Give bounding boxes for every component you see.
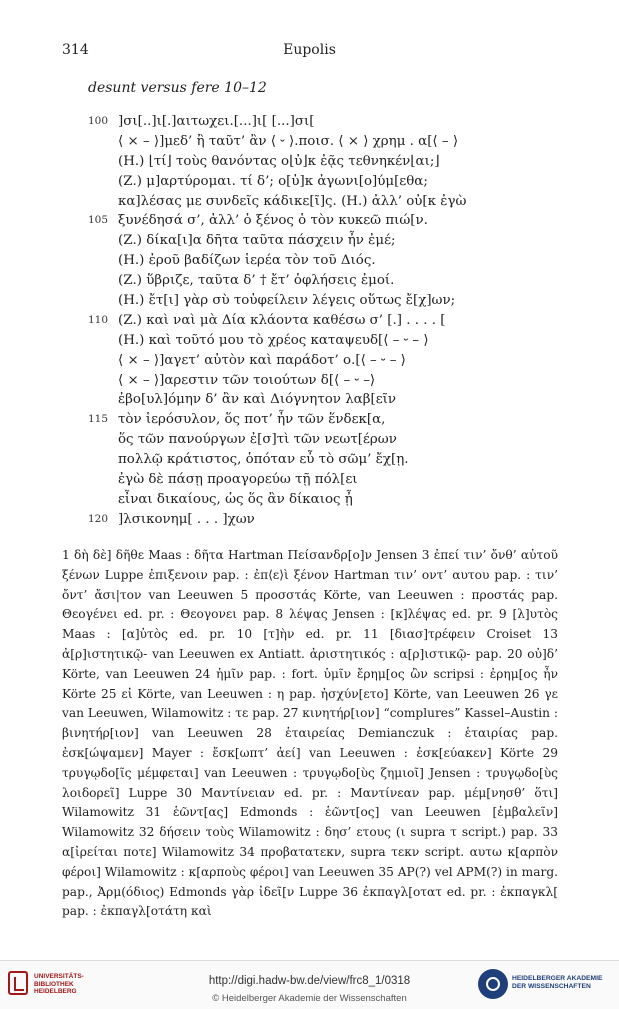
verse-text-line: ξυνέδησά σ’, ἀλλ’ ὁ ξένος ὁ τὸν κυκεῶ πιώ[ν.	[118, 213, 428, 229]
verse-line	[62, 410, 562, 430]
verse-text-line: ⟨ × – ⟩]αρεστιν τῶν τοιούτων δ[⟨ – ⏑ –⟩	[118, 372, 376, 388]
verse-line	[62, 152, 562, 172]
verse-line	[62, 291, 562, 311]
desunt-note: desunt versus fere 10–12	[88, 80, 267, 96]
verse-text-line: ὅς τῶν πανούργων ἐ[σ]τὶ τῶν νεωτ[έρων	[118, 432, 397, 448]
verse-text	[62, 112, 562, 530]
line-number: 110	[88, 313, 109, 326]
verse-text-line: πολλῷ κράτιστος, ὁπόταν εὖ τὸ σῶμ’ ἔχ[ῃ.	[118, 452, 409, 468]
verse-line	[62, 351, 562, 371]
academy-logo-text: HEIDELBERGER AKADEMIE DER WISSENSCHAFTEN	[512, 975, 603, 991]
verse-line	[62, 231, 562, 251]
verse-text-line: ]σι[..]ι[.]αιτωχει.[...]ι[ [...]σι[	[118, 114, 315, 129]
verse-text-line: ⟨ × – ⟩]αγετ’ αὐτὸν καὶ παράδοτ’ ο.[⟨ – ⏑ – ⟩	[118, 352, 406, 368]
verse-text-line: (Η.) καὶ τοῦτό μου τὸ χρέος καταψευδ[⟨ – ⏑ – ⟩	[118, 332, 429, 348]
verse-line	[62, 390, 562, 410]
verse-text-line: (Ζ.) ὕβριζε, ταῦτα δ’ † ἔτ’ ὀφλήσεις ἐμοί.	[118, 273, 395, 289]
verse-text-line: ]λσικονημ[ . . . ]χων	[118, 511, 255, 527]
verse-text-line: (Ζ.) μ]αρτύρομαι. τί δ’; ο[ὐ]κ ἀγωνι[ο]ύμ[εθα;	[118, 173, 428, 189]
verse-line	[62, 490, 562, 510]
verse-line	[62, 510, 562, 530]
verse-text-line: ἐβο[υλ]όμην δ’ ἂν καὶ Διόγνητον λαβ[εῖν	[118, 392, 397, 408]
verse-line	[62, 470, 562, 490]
line-number: 100	[88, 115, 109, 127]
permalink[interactable]: http://digi.hadw-bw.de/view/frc8_1/0318	[208, 975, 411, 987]
verse-line	[62, 132, 562, 152]
viewer-footer	[0, 960, 619, 1009]
verse-text-line: ἐγὼ δὲ πάσῃ προαγορεύω τῇ πόλ[ει	[118, 472, 358, 488]
verse-line	[62, 371, 562, 391]
verse-text-line: ⟨ × – ⟩]μεδ’ ἢ ταῦτ’ ἂν ⟨ ⏑ ⟩.ποισ. ⟨ × ⟩ χρημ . α[⟨ – ⟩	[118, 133, 459, 149]
verse-line	[62, 192, 562, 212]
verse-line	[62, 331, 562, 351]
verse-text-line: εἶναι δικαίους, ὡς ὅς ἂν δίκαιος ᾖ	[118, 491, 353, 507]
verse-line	[62, 311, 562, 331]
verse-line	[62, 450, 562, 470]
line-number: 120	[88, 512, 109, 525]
verse-text-line: (Η.) ⌊τί⌋ τοὺς θανόντας ο⌊ὐ⌋κ ἐᾷς τεθνηκέν⌊αι;⌋	[118, 153, 440, 169]
verse-text-line: (Ζ.) δίκα[ι]α δῆτα ταῦτα πάσχειν ἦν ἐμέ;	[118, 233, 396, 249]
university-library-logo-text: UNIVERSITÄTS- BIBLIOTHEK HEIDELBERG	[34, 973, 84, 996]
verse-text-line: τὸν ἱερόσυλον, ὅς ποτ’ ἦν τῶν ἕνδεκ[α,	[118, 412, 386, 428]
verse-line	[62, 172, 562, 192]
verse-line	[62, 112, 562, 132]
critical-apparatus: 1 δὴ δὲ] δῆθε Maas : δῆτα Hartman Πείσανδρ[ο]ν Jensen 3 ἐπεί τιν’ ὄνθ’ αὐτοῦ ξένων Luppe ἐπιξενοιν pap. : ἐπ⟨ε⟩ὶ ξένον Hartman τιν’ οντ’ αυτου pap. : τιν’ ὄντ’ ἄσι|τον van Leeuwen 5 προσστάς Körte, van Leeuwen : προστάς pap. Θεογένει ed. pr. : Θεογονει pap. 8 λέψας Jensen : [κ]λέψας ed. pr. 9 [λ]υτὸς Maas : [α]ὐτὸς ed. pr. 10 [τ]ὴν ed. pr. 11 [διασ]τρέφειν Croiset 13 ἀ[ρ]ιστητικῷ- van Leeuwen ex Antiatt. ἀριστητικός : α[ρ]ιστικῷ- pap. 20 οὐ]δ’ Körte, van Leeuwen 24 ἡμῖν pap. : fort. ὑμῖν ἔρημ[ος ὢν scripsi : ἐρημ[ος ἦν Körte 25 εἰ Körte, van Leeuwen : η pap. ἠσχύν[ετο] Körte, van Leeuwen 26 γε van Leeuwen, Wilamowitz : τε pap. 27 κινητήρ[ιον] “complures” Kassel–Austin : βινητήρ[ιον] van Leeuwen 28 ἑταιρείας Demianczuk : ἑταιρίας pap. ἐσκ[ώψαμεν] Mayer : ἔσκ[ωπτ’ ἀεί] van Leeuwen : ἐσκ[εύακεν] Körte 29 τρυγῳδο[ῖς μέμφεται] van Leeuwen : τρυγῳδο[ὺς ζημιοῖ] Jensen : τρυγῳδο[ὺς λοιδορεῖ] Luppe 30 Μαντίνειαν ed. pr. : Μαντίνεαν pap. μέμ[νησθ’ ὅτι] Wilamowitz 31 ἑῶντ[ας] Edmonds : ἑῶντ[ος] van Leeuwen [ἐμβαλεῖν] Wilamowitz 32 δήσειν τοὺς Wilamowitz : δησ’ ετους (ι supra τ script.) pap. 33 α[ἰρείται ποτε] Wilamowitz 34 προβατατεκν, supra τεκν script. αυτω κ[αρπὸν φέροι] Wilamowitz : κ[αρποὺς φέροι] van Leeuwen 35 AP(?) vel APM(?) in marg. pap., Ἀρμ(όδιος) Edmonds γὰρ ἰδεῖ[ν Luppe 36 ἐκπαγλ[οτατ ed. pr. : ἐκπαγκλ[ pap. : ἐκπαγλ[οτάτη καὶ	[62, 548, 558, 919]
verse-line	[62, 251, 562, 271]
verse-text-line: (Η.) ἐροῦ βαδίζων ἱερέα τὸν τοῦ Διός.	[118, 253, 376, 269]
running-head: Eupolis	[283, 42, 336, 58]
page-number: 314	[62, 42, 89, 58]
verse-line	[62, 271, 562, 291]
academy-logo-icon	[478, 969, 508, 999]
verse-line	[62, 430, 562, 450]
verse-text-line: (Η.) ἔτ[ι] γὰρ σὺ τοὐφείλειν λέγεις οὕτως ἔ[χ]ων;	[118, 293, 456, 309]
verse-text-line: κα]λέσας με συνδεῖς κάδικε[ῖ]ς. (Η.) ἀλλ’ οὐ[κ ἐγὼ	[118, 193, 467, 209]
line-number: 115	[88, 413, 109, 426]
verse-line	[62, 211, 562, 231]
verse-text-line: (Ζ.) καὶ ναὶ μὰ Δία κλάοντα καθέσω σ’ [.] . . . . [	[118, 312, 446, 328]
line-number: 105	[88, 214, 109, 227]
copyright-notice: © Heidelberger Akademie der Wissenschaften	[212, 993, 407, 1004]
